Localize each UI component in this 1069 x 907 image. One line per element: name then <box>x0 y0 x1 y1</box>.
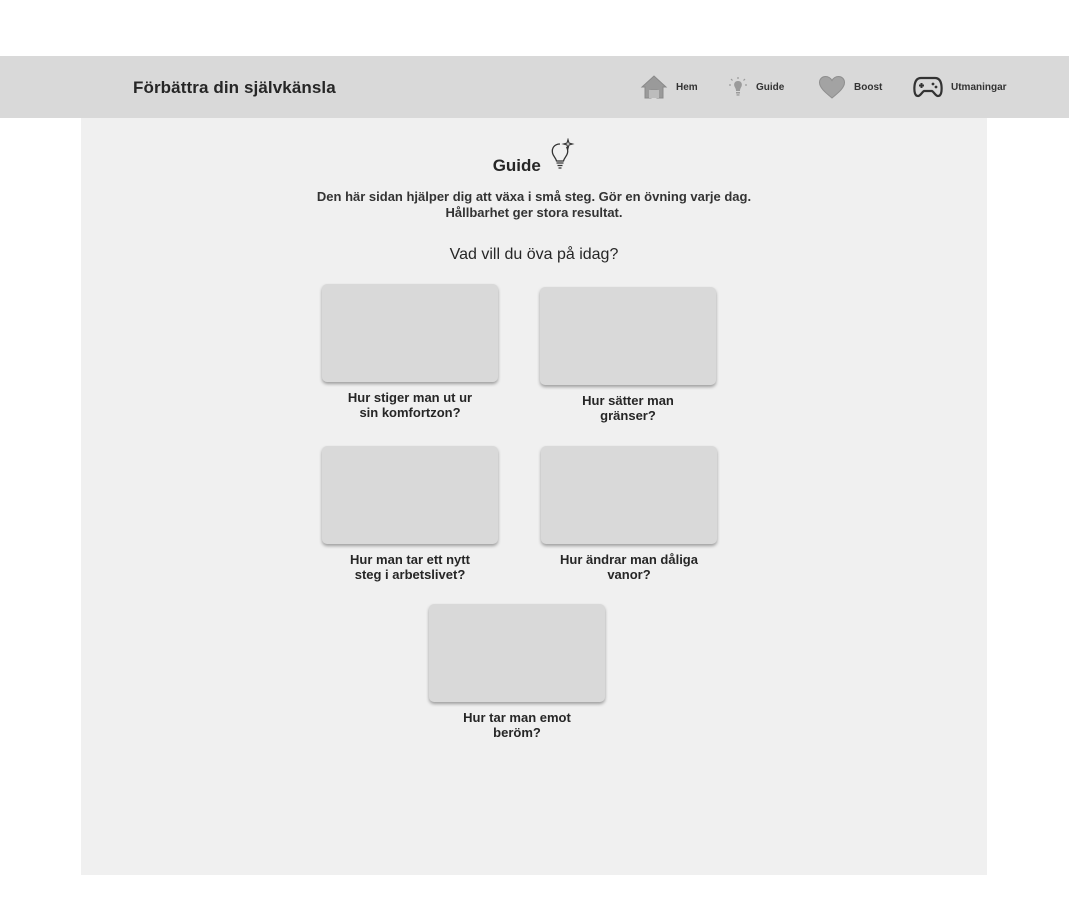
brand-title[interactable]: Förbättra din självkänsla <box>133 78 336 97</box>
card-caption-line-1: Hur man tar ett nytt <box>350 552 470 567</box>
card-image-placeholder[interactable] <box>540 287 716 385</box>
guide-card-granser[interactable] <box>540 287 716 423</box>
nav-label-hem: Hem <box>676 81 698 93</box>
card-caption-line-1: Hur stiger man ut ur <box>347 390 473 405</box>
card-image-placeholder[interactable] <box>322 284 498 382</box>
card-caption-line-2: gränser? <box>600 408 656 423</box>
nav-item-guide[interactable] <box>728 56 784 118</box>
nav-item-utmaningar[interactable] <box>913 56 1007 118</box>
card-caption[interactable] <box>322 390 498 420</box>
page-heading <box>81 138 987 176</box>
card-caption[interactable] <box>540 393 716 423</box>
nav-label-boost: Boost <box>854 81 883 93</box>
card-image-placeholder[interactable] <box>541 446 717 544</box>
card-caption-line-2: sin komfortzon? <box>359 405 461 420</box>
page-description <box>81 189 987 221</box>
guide-card-arbetslivet[interactable] <box>322 446 498 582</box>
guide-card-vanor[interactable] <box>541 446 717 582</box>
main-content-panel <box>81 118 987 875</box>
nav-label-guide: Guide <box>756 81 785 93</box>
practice-question: Vad vill du öva på idag? <box>449 246 619 263</box>
gamepad-icon <box>913 75 943 99</box>
card-caption[interactable] <box>322 552 498 582</box>
card-caption-line-1: Hur sätter man <box>582 393 674 408</box>
card-caption-line-2: beröm? <box>493 725 541 740</box>
card-caption-line-1: Hur ändrar man dåliga <box>560 552 698 567</box>
guide-card-komfortzon[interactable] <box>322 284 498 420</box>
lightbulb-icon <box>728 76 748 98</box>
nav-item-hem[interactable] <box>640 56 698 118</box>
lightbulb-sparkle-icon <box>549 138 575 175</box>
top-navigation-bar <box>0 56 1069 118</box>
card-caption[interactable] <box>541 552 717 582</box>
description-line-2: Hållbarhet ger stora resultat. <box>445 205 623 220</box>
nav-label-utmaningar: Utmaningar <box>951 81 1007 93</box>
page-title: Guide <box>492 156 541 175</box>
home-icon <box>640 74 668 100</box>
card-caption[interactable] <box>429 710 605 740</box>
card-caption-line-1: Hur tar man emot <box>463 710 571 725</box>
card-caption-line-2: vanor? <box>607 567 651 582</box>
heart-icon <box>818 75 846 99</box>
nav-item-boost[interactable] <box>818 56 882 118</box>
description-line-1: Den här sidan hjälper dig att växa i små steg. Gör en övning varje dag. <box>316 189 752 204</box>
card-image-placeholder[interactable] <box>429 604 605 702</box>
card-caption-line-2: steg i arbetslivet? <box>354 567 466 582</box>
card-image-placeholder[interactable] <box>322 446 498 544</box>
guide-card-berom[interactable] <box>429 604 605 740</box>
